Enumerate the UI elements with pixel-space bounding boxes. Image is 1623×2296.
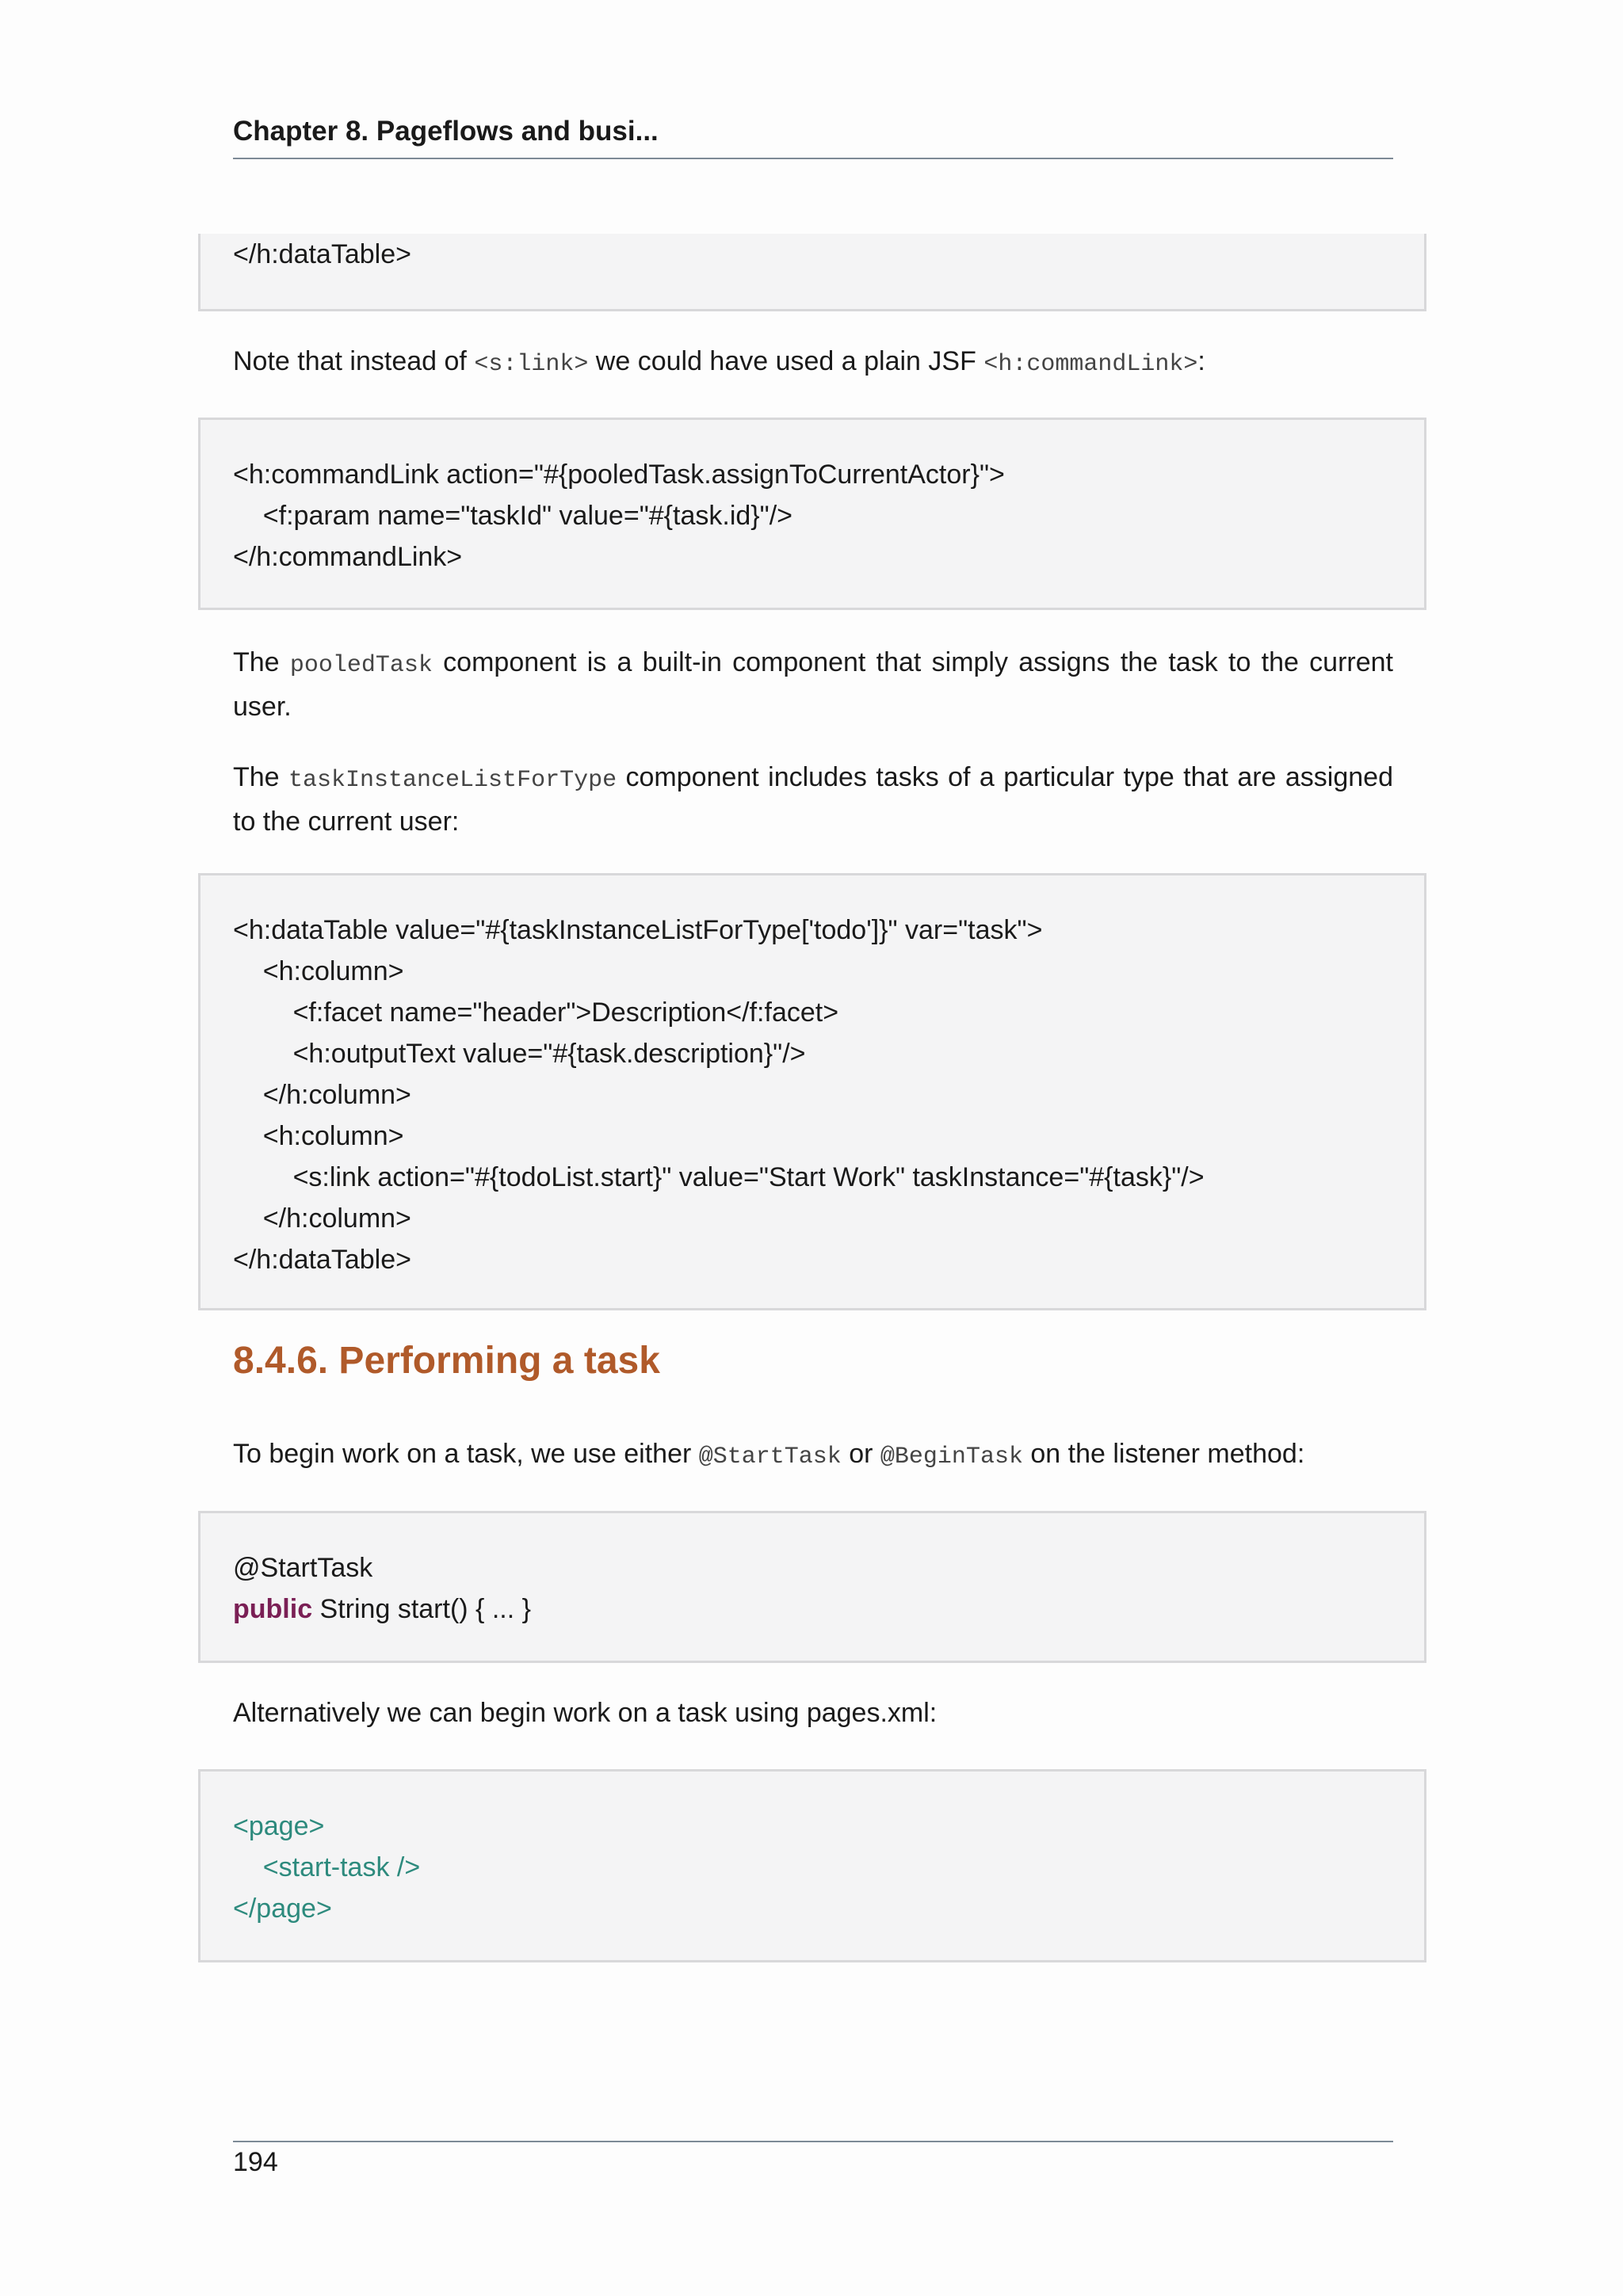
code-line: </h:dataTable> — [233, 239, 411, 269]
page-number: 194 — [233, 2147, 278, 2177]
code-line: </h:commandLink> — [233, 542, 463, 572]
paragraph-pooledtask: The pooledTask component is a built-in component that simply assigns the task to the current user. — [233, 647, 1393, 722]
code-block-starttask — [198, 1511, 1426, 1663]
inline-code: <h:commandLink> — [983, 351, 1198, 378]
code-block-commandlink — [198, 418, 1426, 610]
code-line: public String start() { ... } — [233, 1594, 531, 1624]
code-block-datatable — [198, 873, 1426, 1310]
code-line: <f:facet name="header">Description</f:facet> — [233, 997, 839, 1028]
code-line: <h:column> — [233, 956, 404, 986]
paragraph-commandlink-note: Note that instead of <s:link> we could have used a plain JSF <h:commandLink>: — [233, 346, 1205, 378]
section-heading: 8.4.6. Performing a task — [233, 1340, 660, 1382]
code-line: </h:dataTable> — [233, 1245, 411, 1275]
paragraph-starttask: To begin work on a task, we use either @StartTask or @BeginTask on the listener method: — [233, 1439, 1305, 1470]
code-block-pages-xml — [198, 1769, 1426, 1962]
code-line: <s:link action="#{todoList.start}" value="Start Work" taskInstance="#{task}"/> — [233, 1162, 1205, 1192]
inline-code: taskInstanceListForType — [288, 767, 617, 794]
inline-code: @BeginTask — [880, 1444, 1023, 1470]
inline-code: <s:link> — [474, 351, 589, 378]
code-keyword: public — [233, 1594, 313, 1624]
running-header: Chapter 8. Pageflows and busi... — [233, 116, 659, 147]
code-block-datatable-end — [198, 234, 1426, 311]
code-line: </page> — [233, 1894, 332, 1924]
code-line: <h:commandLink action="#{pooledTask.assignToCurrentActor}"> — [233, 460, 1005, 490]
inline-code: pooledTask — [289, 652, 433, 679]
code-line: <f:param name="taskId" value="#{task.id}"/> — [233, 501, 793, 531]
code-line: <start-task /> — [233, 1852, 421, 1882]
code-line: <h:column> — [233, 1121, 404, 1151]
code-line: <page> — [233, 1811, 325, 1841]
code-line: @StartTask — [233, 1553, 373, 1583]
paragraph-taskinstancelist: The taskInstanceListForType component includes tasks of a particular type that are assigned to the current user: — [233, 762, 1393, 837]
code-line: </h:column> — [233, 1080, 411, 1110]
code-line: <h:dataTable value="#{taskInstanceListForType['todo']}" var="task"> — [233, 915, 1043, 945]
footer-rule — [233, 2141, 1393, 2142]
code-line: </h:column> — [233, 1203, 411, 1234]
code-line: <h:outputText value="#{task.description}"/> — [233, 1039, 806, 1069]
paragraph-pages-xml: Alternatively we can begin work on a task using pages.xml: — [233, 1698, 938, 1728]
header-rule — [233, 158, 1393, 159]
inline-code: @StartTask — [698, 1444, 842, 1470]
